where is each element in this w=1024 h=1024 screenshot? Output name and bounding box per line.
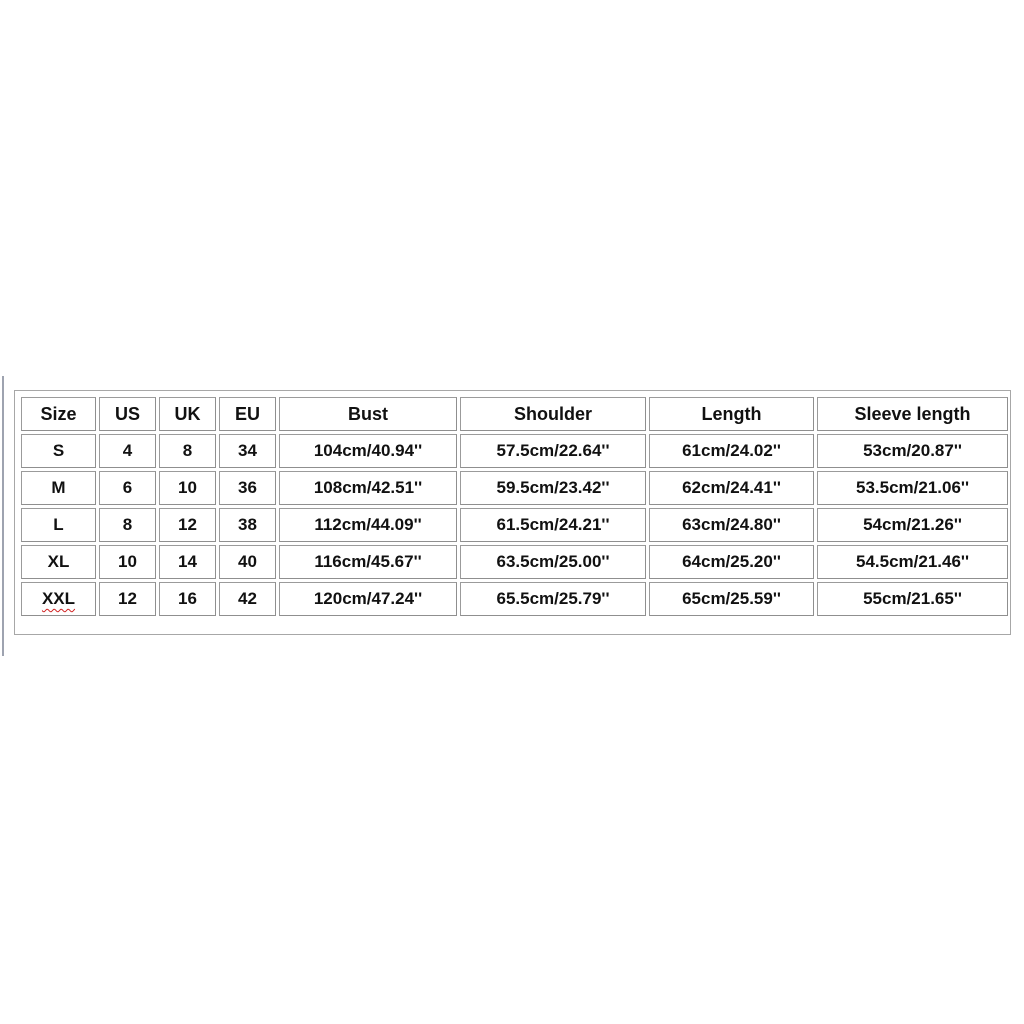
cell-us: 10	[99, 545, 156, 579]
table-row	[21, 471, 1008, 505]
cell-bust: 116cm/45.67''	[279, 545, 457, 579]
cell-size: S	[21, 434, 96, 468]
table-row	[21, 545, 1008, 579]
header-cell-length: Length	[649, 397, 814, 431]
cell-sleeve-length: 54cm/21.26''	[817, 508, 1008, 542]
cell-us: 6	[99, 471, 156, 505]
cell-shoulder: 61.5cm/24.21''	[460, 508, 646, 542]
cell-length: 61cm/24.02''	[649, 434, 814, 468]
header-cell-eu: EU	[219, 397, 276, 431]
window-edge-line	[2, 376, 4, 656]
cell-sleeve-length: 53.5cm/21.06''	[817, 471, 1008, 505]
cell-length: 63cm/24.80''	[649, 508, 814, 542]
cell-shoulder: 65.5cm/25.79''	[460, 582, 646, 616]
cell-eu: 40	[219, 545, 276, 579]
cell-bust: 108cm/42.51''	[279, 471, 457, 505]
header-cell-shoulder: Shoulder	[460, 397, 646, 431]
cell-bust: 112cm/44.09''	[279, 508, 457, 542]
cell-length: 64cm/25.20''	[649, 545, 814, 579]
cell-uk: 8	[159, 434, 216, 468]
cell-size: L	[21, 508, 96, 542]
cell-us: 8	[99, 508, 156, 542]
cell-shoulder: 59.5cm/23.42''	[460, 471, 646, 505]
cell-eu: 42	[219, 582, 276, 616]
cell-eu: 38	[219, 508, 276, 542]
cell-uk: 10	[159, 471, 216, 505]
cell-sleeve-length: 55cm/21.65''	[817, 582, 1008, 616]
cell-uk: 12	[159, 508, 216, 542]
cell-length: 62cm/24.41''	[649, 471, 814, 505]
header-cell-size: Size	[21, 397, 96, 431]
cell-shoulder: 57.5cm/22.64''	[460, 434, 646, 468]
cell-size: M	[21, 471, 96, 505]
cell-sleeve-length: 54.5cm/21.46''	[817, 545, 1008, 579]
cell-eu: 36	[219, 471, 276, 505]
header-row	[21, 397, 1008, 431]
cell-bust: 120cm/47.24''	[279, 582, 457, 616]
spellcheck-text: XXL	[41, 589, 76, 608]
cell-uk: 16	[159, 582, 216, 616]
table-row	[21, 582, 1008, 616]
cell-length: 65cm/25.59''	[649, 582, 814, 616]
cell-size	[21, 582, 96, 616]
cell-us: 4	[99, 434, 156, 468]
header-cell-us: US	[99, 397, 156, 431]
cell-uk: 14	[159, 545, 216, 579]
header-cell-bust: Bust	[279, 397, 457, 431]
table-row	[21, 508, 1008, 542]
size-chart-table	[18, 394, 1011, 619]
cell-sleeve-length: 53cm/20.87''	[817, 434, 1008, 468]
header-cell-sleeve-length: Sleeve length	[817, 397, 1008, 431]
size-chart-frame	[14, 390, 1011, 635]
cell-size: XL	[21, 545, 96, 579]
cell-shoulder: 63.5cm/25.00''	[460, 545, 646, 579]
cell-eu: 34	[219, 434, 276, 468]
cell-bust: 104cm/40.94''	[279, 434, 457, 468]
header-cell-uk: UK	[159, 397, 216, 431]
table-row	[21, 434, 1008, 468]
cell-us: 12	[99, 582, 156, 616]
